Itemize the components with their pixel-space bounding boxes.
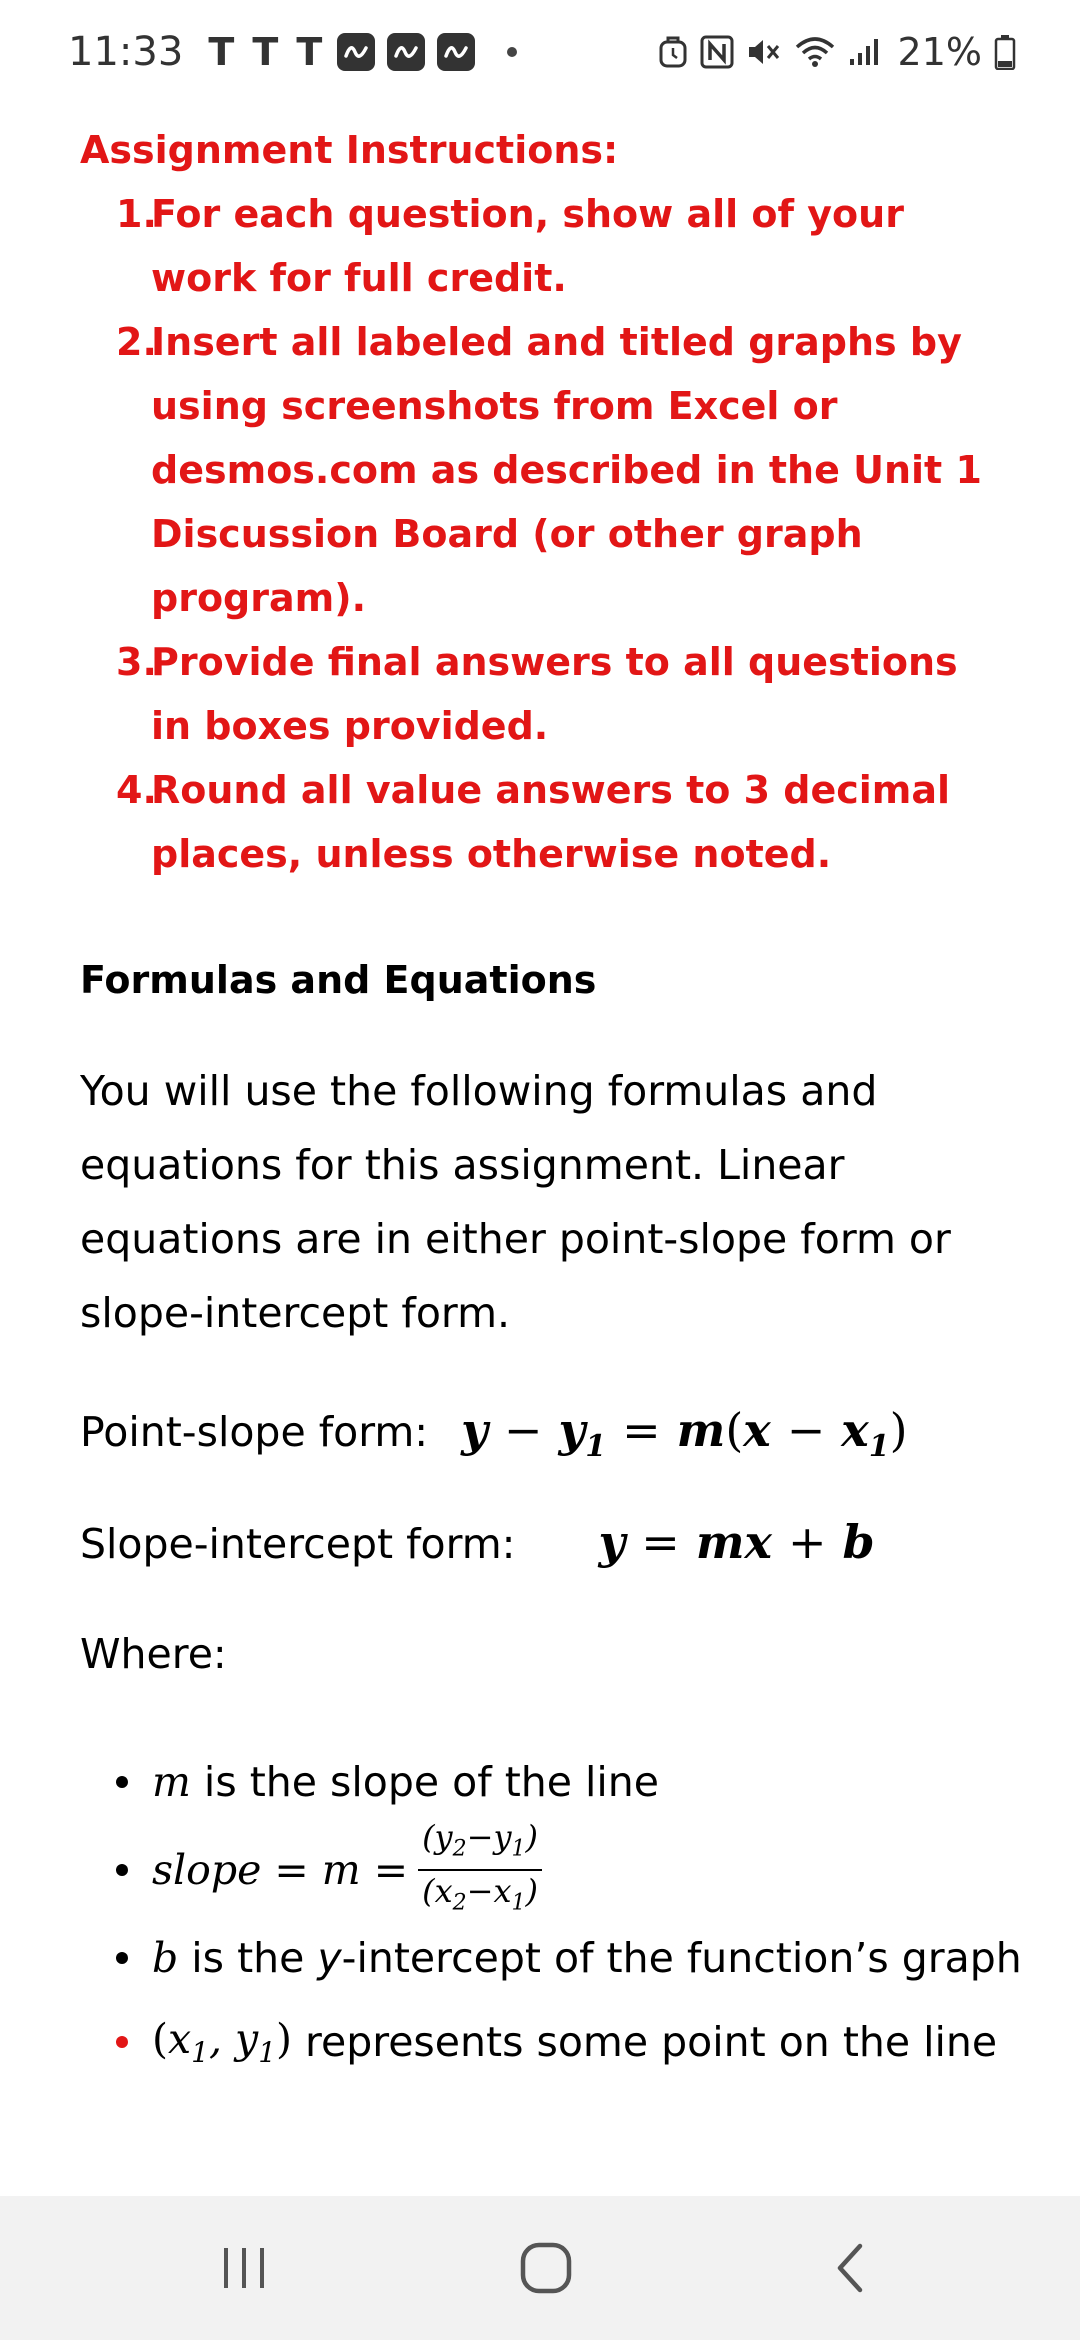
where-label: Where: — [80, 1630, 227, 1678]
more-notifications-dot — [507, 47, 517, 57]
definition-text: is the slope of the line — [190, 1758, 660, 1806]
mute-icon — [746, 35, 782, 69]
instruction-number: 2. — [116, 320, 157, 364]
definition-text: represents some point on the line — [292, 2018, 998, 2066]
formulas-heading: Formulas and Equations — [80, 958, 597, 1002]
instructions-list — [80, 182, 1000, 886]
fraction-denominator: $(x_2-x_1)$ — [422, 1872, 538, 1916]
instruction-number: 3. — [116, 640, 157, 684]
nfc-icon — [700, 35, 734, 69]
instruction-item — [80, 758, 1000, 886]
battery-icon — [994, 34, 1016, 70]
definition-item — [112, 1740, 1012, 1824]
instruction-text: Provide final answers to all questions in boxes provided. — [151, 640, 958, 748]
signal-icon — [848, 37, 882, 67]
definition-item — [112, 1916, 1022, 2000]
fraction-numerator: $(y_2-y_1)$ — [418, 1817, 542, 1871]
wave-app-icon — [337, 33, 375, 71]
bullet-icon — [116, 1864, 128, 1876]
definition-item — [112, 1817, 1012, 1916]
instruction-text: Round all value answers to 3 decimal places, unless otherwise noted. — [151, 768, 951, 876]
math-variable: b — [152, 1934, 179, 1982]
slope-intercept-equation: y = mx + b — [598, 1515, 875, 1569]
t-notification-icon: T — [296, 30, 323, 74]
assignment-instructions — [80, 118, 1000, 886]
recent-apps-icon — [218, 2245, 270, 2291]
wifi-icon — [794, 35, 836, 69]
definition-text: is the — [178, 1934, 318, 1982]
slope-fraction — [418, 1817, 542, 1924]
bullet-icon — [116, 1952, 128, 1964]
bullet-icon — [116, 1776, 128, 1788]
t-notification-icon: T — [252, 30, 279, 74]
status-bar — [0, 0, 1080, 104]
battery-percent: 21% — [897, 30, 982, 74]
home-icon — [518, 2240, 574, 2296]
instruction-item — [80, 310, 1000, 630]
point-slope-label: Point-slope form: — [80, 1408, 429, 1456]
instruction-number: 1. — [116, 192, 157, 236]
status-right — [658, 24, 1016, 80]
instruction-item — [80, 630, 1000, 758]
instruction-text: Insert all labeled and titled graphs by using screenshots from Excel or desmos.com as described in the Unit 1 Discussion Board (or other graph program). — [151, 320, 982, 620]
instruction-item — [80, 182, 1000, 310]
instructions-heading: Assignment Instructions: — [80, 128, 619, 172]
status-left — [68, 24, 517, 80]
slope-formula: slope = m = — [152, 1846, 409, 1894]
formulas-intro: You will use the following formulas and equations for this assignment. Linear equations are in either point-slope form or slope-intercept form. — [80, 1067, 951, 1337]
wave-app-icon — [387, 33, 425, 71]
instruction-text: For each question, show all of your work for full credit. — [151, 192, 904, 300]
point-slope-row — [80, 1400, 908, 1477]
recent-apps-button[interactable] — [208, 2232, 280, 2304]
alarm-icon — [658, 34, 688, 70]
back-icon — [830, 2242, 870, 2294]
navigation-bar — [0, 2196, 1080, 2340]
back-button[interactable] — [814, 2232, 886, 2304]
home-button[interactable] — [510, 2232, 582, 2304]
bullet-icon — [116, 2036, 128, 2048]
slope-intercept-label: Slope-intercept form: — [80, 1520, 516, 1568]
t-notification-icon: T — [208, 30, 235, 74]
math-variable: y — [317, 1934, 342, 1982]
math-variable: m — [152, 1758, 191, 1806]
instruction-number: 4. — [116, 768, 157, 812]
status-time: 11:33 — [68, 29, 184, 75]
wave-app-icon — [437, 33, 475, 71]
point-notation: ($x_1$, $y_1$) — [152, 2014, 293, 2070]
definition-item — [112, 2000, 1012, 2084]
slope-intercept-row — [80, 1512, 875, 1574]
definition-text: -intercept of the function’s graph — [341, 1934, 1022, 1982]
definitions-list — [112, 1740, 1022, 2084]
point-slope-equation: $y - y_1 = m(x - x_1)$ — [461, 1403, 908, 1465]
